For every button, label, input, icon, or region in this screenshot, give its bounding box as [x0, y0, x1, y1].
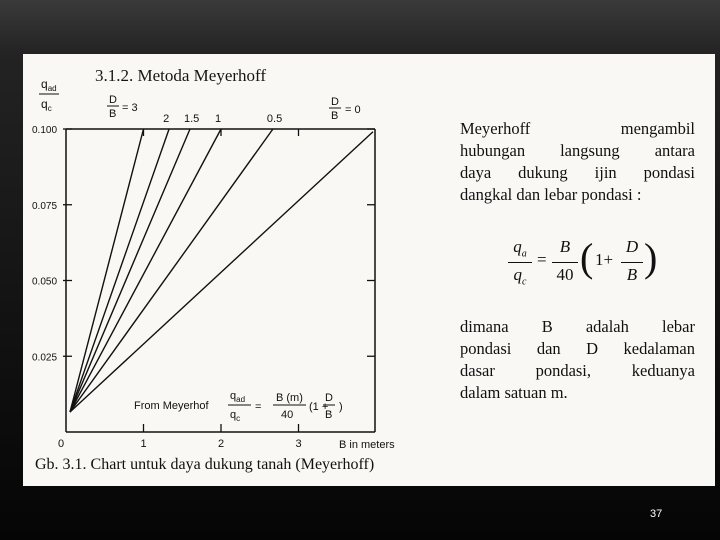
ratio-header-last — [329, 96, 361, 122]
formula-lhs-numerator: $q_a$ — [513, 237, 527, 260]
paragraph-1-line-2: hubungan langsung antara — [460, 141, 695, 160]
series-line — [70, 132, 373, 412]
svg-text:B (m): B (m) — [276, 392, 303, 404]
svg-text:B: B — [331, 110, 339, 122]
x-tick-label: 0 — [58, 438, 65, 450]
svg-text:B: B — [325, 409, 333, 421]
x-tick-label: 2 — [218, 438, 225, 450]
svg-text:qc: $q_c$ — [41, 97, 52, 113]
series-line — [70, 129, 144, 412]
chart-formula-annotation — [134, 390, 343, 423]
y-tick-label: 0.075 — [32, 200, 58, 212]
formula-b-denominator: 40 — [556, 265, 574, 284]
series-label: 2 — [163, 113, 170, 125]
svg-text:= 0: = 0 — [345, 104, 361, 116]
paragraph-1-line-4: dangkal dan lebar pondasi : — [460, 185, 642, 204]
meyerhoff-formula — [508, 237, 678, 289]
formula-close-paren: ) — [644, 235, 658, 280]
svg-text:40: 40 — [281, 409, 294, 421]
paragraph-2-line-3: dasar pondasi, keduanya — [460, 361, 695, 380]
svg-text:(1 +: (1 + — [309, 401, 329, 413]
svg-text:qad: $q_{ad}$ — [41, 77, 57, 93]
paragraph-1-line-1: Meyerhoff mengambil — [460, 119, 695, 138]
svg-text:D: D — [331, 96, 339, 108]
series-label: 0.5 — [266, 113, 283, 125]
formula-lhs-bar — [508, 262, 532, 263]
series-lines — [70, 129, 373, 412]
y-axis-label — [39, 77, 59, 113]
formula-d-bar — [621, 262, 643, 263]
series-line — [70, 129, 221, 412]
y-tick-label: 0.025 — [32, 352, 58, 364]
svg-text:From Meyerhof: From Meyerhof — [134, 400, 209, 412]
x-tick-label: 1 — [140, 438, 147, 450]
x-axis-unit-label: B in meters — [339, 439, 395, 451]
ratio-header-first — [107, 94, 138, 120]
svg-text:D: D — [109, 94, 117, 106]
formula-equals: = — [537, 250, 547, 269]
paragraph-2-line-2: pondasi dan D kedalaman — [460, 339, 695, 358]
formula-open-paren: ( — [580, 235, 594, 280]
formula-d-numerator: D — [625, 237, 639, 256]
slide-page — [23, 54, 715, 486]
svg-text:D: D — [325, 392, 333, 404]
svg-text:B: B — [109, 108, 117, 120]
paragraph-1-line-3: daya dukung ijin pondasi — [460, 163, 695, 182]
formula-lhs-denominator: $q_c$ — [513, 265, 527, 288]
y-tick-label: 0.050 — [32, 276, 58, 288]
series-label: 1.5 — [184, 113, 200, 125]
figure-caption: Gb. 3.1. Chart untuk daya dukung tanah (Meyerhoff) — [35, 456, 375, 473]
svg-text:=: = — [255, 401, 262, 413]
paragraph-2-line-4: dalam satuan m. — [460, 383, 568, 402]
page-number: 37 — [650, 508, 663, 520]
section-title: 3.1.2. Metoda Meyerhoff — [95, 66, 267, 85]
svg-text:= 3: = 3 — [122, 102, 138, 114]
paragraph-2-line-1: dimana B adalah lebar — [460, 317, 695, 336]
series-line — [70, 129, 169, 412]
formula-d-denominator: B — [626, 265, 638, 284]
x-tick-label: 3 — [295, 438, 302, 450]
svg-text:qc: $q_c$ — [230, 409, 241, 423]
formula-one-plus: 1+ — [595, 250, 614, 269]
series-label: 1 — [215, 113, 222, 125]
formula-b-bar — [552, 262, 578, 263]
formula-b-numerator: B — [559, 237, 571, 256]
svg-text:): ) — [339, 401, 343, 413]
y-tick-label: 0.100 — [32, 125, 58, 136]
svg-text:qad: $q_{ad}$ — [230, 390, 246, 404]
series-labels — [163, 113, 282, 125]
